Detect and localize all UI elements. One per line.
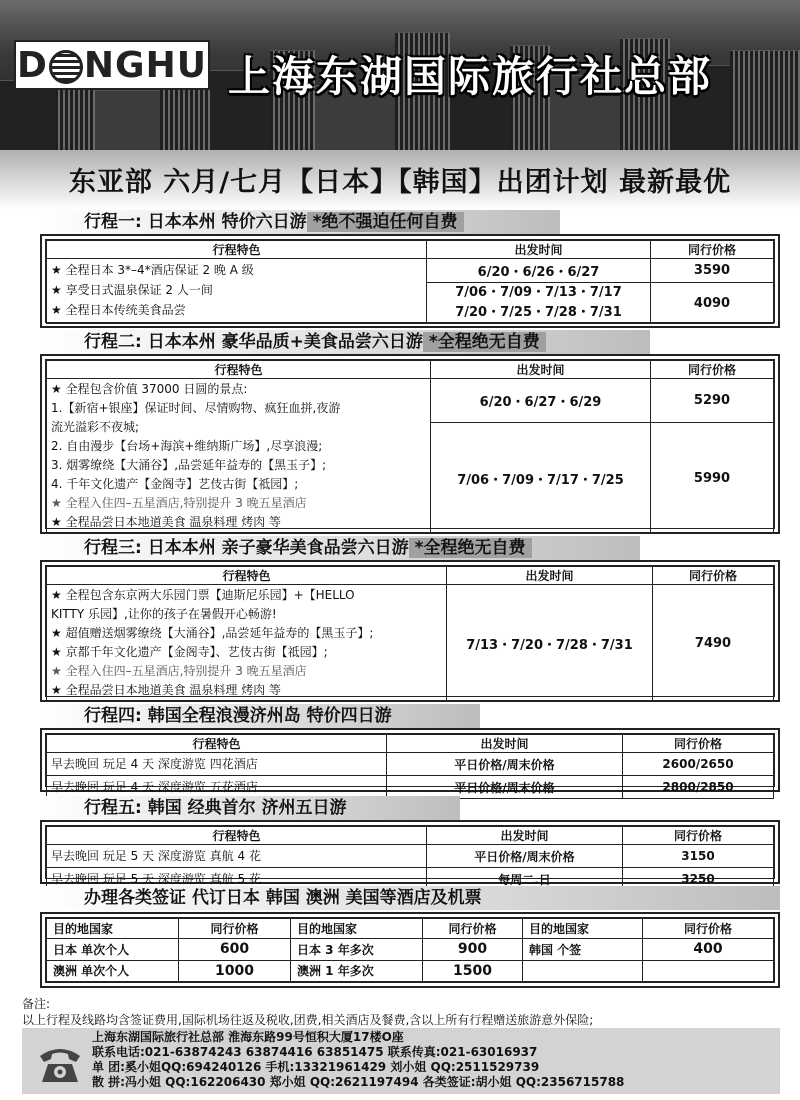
visa-title: 办理各类签证 代订日本 韩国 澳洲 美国等酒店及机票 xyxy=(84,888,482,908)
route-5-title: 行程五: 韩国 经典首尔 济州五日游 xyxy=(84,798,347,818)
feature-line: 流光溢彩不夜城; xyxy=(51,420,140,434)
route-1-table xyxy=(40,234,780,328)
visa-country: 澳洲 1 年多次 xyxy=(291,960,423,982)
route-1-title-band xyxy=(40,210,560,234)
feature-line: ★ 全程入住四–五星酒店,特别提升 3 晚五星酒店 xyxy=(51,664,307,678)
departure-date: 7/06・7/09・7/13・7/17 xyxy=(455,285,622,300)
donghu-logo xyxy=(14,40,210,90)
price: 2600/2650 xyxy=(623,753,774,776)
feature-line: ★ 全程日本传统美食品尝 xyxy=(51,303,186,317)
departure-date: 平日价格/周末价格 xyxy=(427,845,623,868)
feature-line: ★ 全程包含东京两大乐园门票【迪斯尼乐园】+【HELLO xyxy=(51,588,355,602)
departure-date: 平日价格/周末价格 xyxy=(387,753,623,776)
route-3-title-band xyxy=(40,536,640,560)
col-header: 出发时间 xyxy=(431,361,651,379)
price: 4090 xyxy=(651,283,774,324)
col-header: 同行价格 xyxy=(653,567,774,585)
contact-company: 上海东湖国际旅行社总部 淮海东路99号恒积大厦17楼O座 xyxy=(92,1030,404,1044)
contact-group: 单 团:奚小姐QQ:694240126 手机:13321961429 刘小姐 QQ:2511529739 xyxy=(92,1060,540,1074)
col-header: 出发时间 xyxy=(387,735,623,753)
route-1-note: *绝不强迫任何自费 xyxy=(307,212,464,232)
skyline-building xyxy=(730,50,800,150)
feature-line: ★ 超值赠送烟雾缭绕【大涌谷】,品尝延年益寿的【黑玉子】; xyxy=(51,626,374,640)
visa-price: 1500 xyxy=(423,960,523,982)
header-banner xyxy=(0,0,800,150)
departure-date: 6/20・6/27・6/29 xyxy=(431,379,651,423)
feature-line: KITTY 乐园】,让你的孩子在暑假开心畅游! xyxy=(51,607,277,621)
visa-country xyxy=(523,960,643,982)
col-header: 行程特色 xyxy=(47,735,387,753)
route-4-title: 行程四: 韩国全程浪漫济州岛 特价四日游 xyxy=(84,706,392,726)
feature-line: ★ 全程品尝日本地道美食 温泉料理 烤肉 等 xyxy=(51,515,282,529)
globe-icon xyxy=(49,50,83,84)
page-headline: 东亚部 六月/七月【日本】【韩国】出团计划 最新最优 xyxy=(68,167,732,198)
visa-price: 1000 xyxy=(179,960,291,982)
price: 2800/2850 xyxy=(623,776,774,799)
skyline-building xyxy=(95,90,165,150)
contact-fit: 散 拼:冯小姐 QQ:162206430 郑小姐 QQ:2621197494 各类签证:胡小姐 QQ:2356715788 xyxy=(92,1075,625,1089)
departure-date: 7/06・7/09・7/17・7/25 xyxy=(431,423,651,534)
notes xyxy=(22,996,792,1028)
price: 5990 xyxy=(651,423,774,534)
feature-line: 1.【新宿+银座】保证时间、尽情购物、疯狂血拼,夜游 xyxy=(51,401,341,415)
visa-table xyxy=(40,912,780,988)
price: 7490 xyxy=(653,585,774,702)
skyline-building xyxy=(0,80,60,150)
route-5-title-band xyxy=(40,796,460,820)
price: 3250 xyxy=(623,868,774,891)
visa-title-band xyxy=(40,886,780,910)
route-2-title-band xyxy=(40,330,650,354)
col-header: 行程特色 xyxy=(47,827,427,845)
price: 5290 xyxy=(651,379,774,423)
departure-date: 平日价格/周末价格 xyxy=(387,776,623,799)
notes-text: 以上行程及线路均含签证费用,国际机场往返及税收,团费,相关酒店及餐费,含以上所有行程赠送旅游意外保险; xyxy=(22,1013,594,1027)
feature-line: ★ 全程品尝日本地道美食 温泉料理 烤肉 等 xyxy=(51,683,282,697)
logo-text: D NGHU xyxy=(17,44,207,86)
feature-line: 早去晚回 玩足 5 天 深度游览 真航 5 花 xyxy=(47,868,427,891)
visa-country: 日本 单次个人 xyxy=(47,939,179,961)
col-header: 出发时间 xyxy=(427,241,651,259)
col-header: 目的地国家 xyxy=(291,919,423,939)
route-5-table xyxy=(40,820,780,887)
feature-line: 早去晚回 玩足 5 天 深度游览 真航 4 花 xyxy=(47,845,427,868)
visa-country: 澳洲 单次个人 xyxy=(47,960,179,982)
notes-label: 备注: xyxy=(22,997,51,1011)
col-header: 同行价格 xyxy=(651,241,774,259)
col-header: 行程特色 xyxy=(47,241,427,259)
feature-line: ★ 享受日式温泉保证 2 人一间 xyxy=(51,283,213,297)
visa-price: 600 xyxy=(179,939,291,961)
departure-date: 7/20・7/25・7/28・7/31 xyxy=(455,305,622,320)
route-1-title: 行程一: 日本本州 特价六日游 xyxy=(84,212,307,232)
departure-date: 6/20・6/26・6/27 xyxy=(427,259,651,283)
feature-line: ★ 全程入住四–五星酒店,特别提升 3 晚五星酒店 xyxy=(51,496,307,510)
price: 3150 xyxy=(623,845,774,868)
col-header: 同行价格 xyxy=(623,827,774,845)
contact-box xyxy=(22,1028,780,1094)
feature-line: 2. 自由漫步【台场+海滨+维纳斯广场】,尽享浪漫; xyxy=(51,439,323,453)
col-header: 同行价格 xyxy=(643,919,774,939)
feature-line: ★ 全程包含价值 37000 日圆的景点: xyxy=(51,382,248,396)
route-3-note: *全程绝无自费 xyxy=(409,538,532,558)
col-header: 同行价格 xyxy=(651,361,774,379)
contact-phone: 联系电话:021-63874243 63874416 63851475 联系传真:021-63016937 xyxy=(92,1045,538,1059)
route-3-table xyxy=(40,560,780,702)
visa-country: 韩国 个签 xyxy=(523,939,643,961)
route-2-table xyxy=(40,354,780,534)
feature-line: 早去晚回 玩足 4 天 深度游览 五花酒店 xyxy=(47,776,387,799)
route-4-title-band xyxy=(40,704,480,728)
col-header: 同行价格 xyxy=(623,735,774,753)
feature-line: ★ 全程日本 3*–4*酒店保证 2 晚 A 级 xyxy=(51,263,254,277)
route-3-title: 行程三: 日本本州 亲子豪华美食品尝六日游 xyxy=(84,538,409,558)
col-header: 目的地国家 xyxy=(523,919,643,939)
feature-line: ★ 京都千年文化遗产【金阁寺】、艺伎古街【祗园】; xyxy=(51,645,328,659)
visa-country: 日本 3 年多次 xyxy=(291,939,423,961)
route-4-table xyxy=(40,728,780,795)
visa-price xyxy=(643,960,774,982)
contact-info xyxy=(92,1030,624,1090)
visa-price: 400 xyxy=(643,939,774,961)
col-header: 行程特色 xyxy=(47,361,431,379)
price: 3590 xyxy=(651,259,774,283)
route-2-title: 行程二: 日本本州 豪华品质+美食品尝六日游 xyxy=(84,332,423,352)
feature-line: 4. 千年文化遗产【金阁寺】艺伎古街【祗园】; xyxy=(51,477,299,491)
col-header: 出发时间 xyxy=(427,827,623,845)
feature-line: 早去晚回 玩足 4 天 深度游览 四花酒店 xyxy=(47,753,387,776)
col-header: 目的地国家 xyxy=(47,919,179,939)
col-header: 出发时间 xyxy=(447,567,653,585)
feature-line: 3. 烟雾缭绕【大涌谷】,品尝延年益寿的【黑玉子】; xyxy=(51,458,327,472)
col-header: 同行价格 xyxy=(179,919,291,939)
departure-date: 7/13・7/20・7/28・7/31 xyxy=(447,585,653,702)
route-2-note: *全程绝无自费 xyxy=(423,332,546,352)
departure-date: 每周二.日 xyxy=(427,868,623,891)
visa-price: 900 xyxy=(423,939,523,961)
telephone-icon xyxy=(36,1038,84,1086)
col-header: 行程特色 xyxy=(47,567,447,585)
brand-title: 上海东湖国际旅行社总部 xyxy=(228,52,713,101)
col-header: 同行价格 xyxy=(423,919,523,939)
